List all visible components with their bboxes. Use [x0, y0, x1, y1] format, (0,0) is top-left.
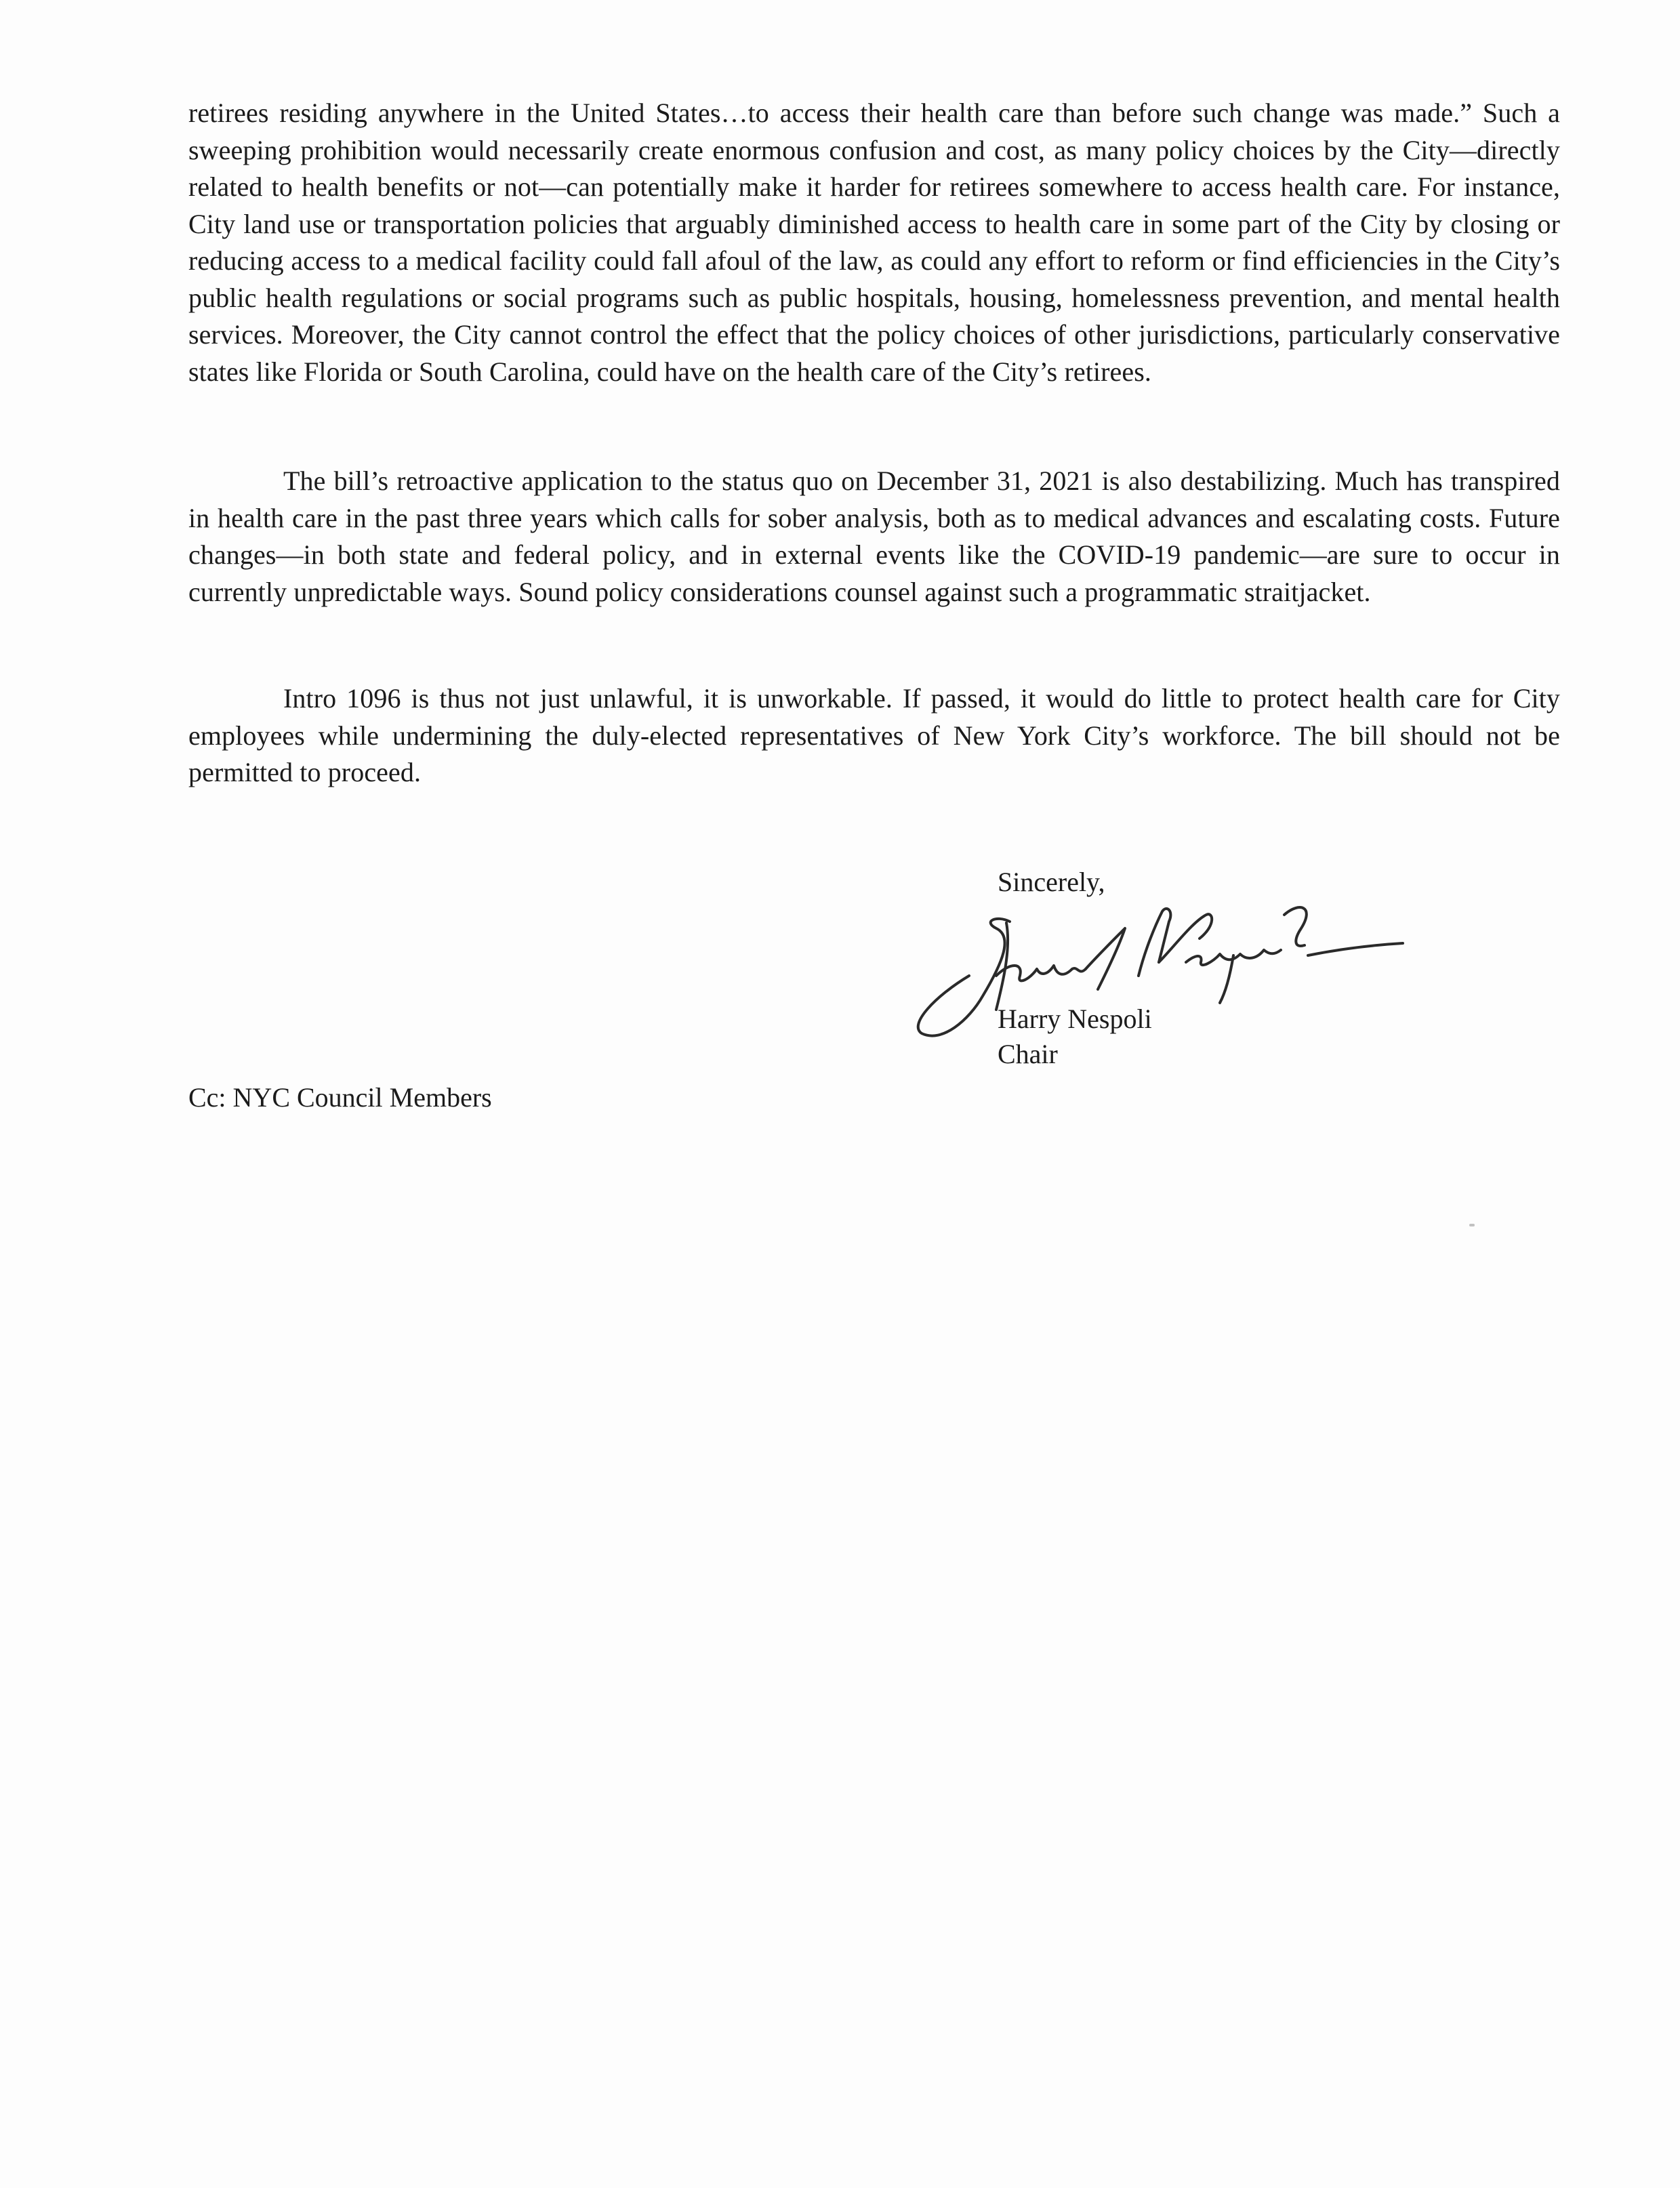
scan-speck [1469, 1224, 1475, 1226]
body-paragraph-3: Intro 1096 is thus not just unlawful, it is unworkable. If passed, it would do little to protect health care for City employees while undermining the duly-elected representatives of New York City’s workforce. The bill should not be permitted to proceed. [188, 683, 1560, 787]
handwritten-signature [895, 874, 1410, 1050]
body-paragraph-2: The bill’s retroactive application to the status quo on December 31, 2021 is also destabilizing. Much has transpired in health care in the past three years which calls for sober analysis, both as to medical advances and escalating costs. Future changes—in both state and federal policy, and in external events like the COVID-19 pandemic—are sure to occur in currently unpredictable ways. Sound policy considerations counsel against such a programmatic straitjacket. [188, 466, 1560, 607]
signer-title: Chair [998, 1039, 1058, 1069]
closing-salutation: Sincerely, [998, 867, 1105, 897]
body-paragraph-1: retirees residing anywhere in the United States…to access their health care than before such change was made.” Such a sweeping prohibition would necessarily create enormous confusion and cost, as many policy choices by the City—directly related to health benefits or not—can potentially make it harder for retirees somewhere to access health care. For instance, City land use or transportation policies that arguably diminished access to health care in some part of the City by closing or reducing access to a medical facility could fall afoul of the law, as could any effort to reform or find efficiencies in the City’s public health regulations or social programs such as public hospitals, housing, homelessness prevention, and mental health services. Moreover, the City cannot control the effect that the policy choices of other jurisdictions, particularly conservative states like Florida or South Carolina, could have on the health care of the City’s retirees. [188, 98, 1560, 387]
signer-name: Harry Nespoli [998, 1004, 1152, 1034]
cc-line: Cc: NYC Council Members [188, 1082, 492, 1113]
